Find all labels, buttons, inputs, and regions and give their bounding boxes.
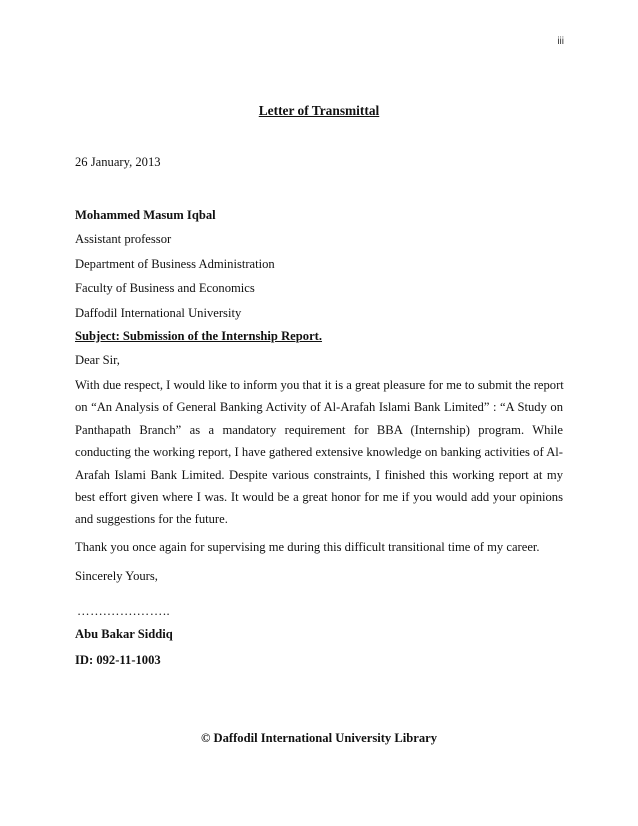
closing: Sincerely Yours, [75,569,158,583]
body-line: Panthapath Branch” as a mandatory requirement for BBA (Internship) program. While [75,422,563,437]
body-line: and suggestions for the future. [75,512,228,527]
body-line: on “An Analysis of General Banking Activity of Al-Arafah Islami Bank Limited” : “A Study on [75,400,563,415]
body-line: With due respect, I would like to inform you that it is a great pleasure for me to submit the report [75,378,564,392]
body-line: conducting the working report, I have gathered extensive knowledge on banking activities of Al- [75,445,563,460]
page-number: iii [557,36,564,47]
salutation: Dear Sir, [75,353,120,367]
body-paragraph [75,374,563,531]
recipient-institution: Daffodil International University [75,305,242,320]
recipient-name: Mohammed Masum Iqbal [75,208,216,222]
recipient-faculty: Faculty of Business and Economics [75,281,255,296]
recipient-department: Department of Business Administration [75,256,275,271]
letter-date: 26 January, 2013 [75,155,161,169]
body-line: Arafah Islami Bank Limited. Despite various constraints, I finished this working report at my [75,467,563,482]
subject-line: Subject: Submission of the Internship Report. [75,329,323,343]
sender-id: ID: 092-11-1003 [75,653,161,667]
recipient-address-block [75,203,275,325]
footer-copyright: © Daffodil International University Library [200,731,438,745]
recipient-designation: Assistant professor [75,232,172,247]
letter-title: Letter of Transmittal [258,103,380,118]
thanks-line: Thank you once again for supervising me during this difficult transitional time of my career. [75,540,540,554]
signature-line: …….…….…….. [77,604,171,618]
sender-name: Abu Bakar Siddiq [75,627,173,641]
body-line: best effort given where I was. It would be a great honor for me if you would add your opinions [75,489,563,504]
